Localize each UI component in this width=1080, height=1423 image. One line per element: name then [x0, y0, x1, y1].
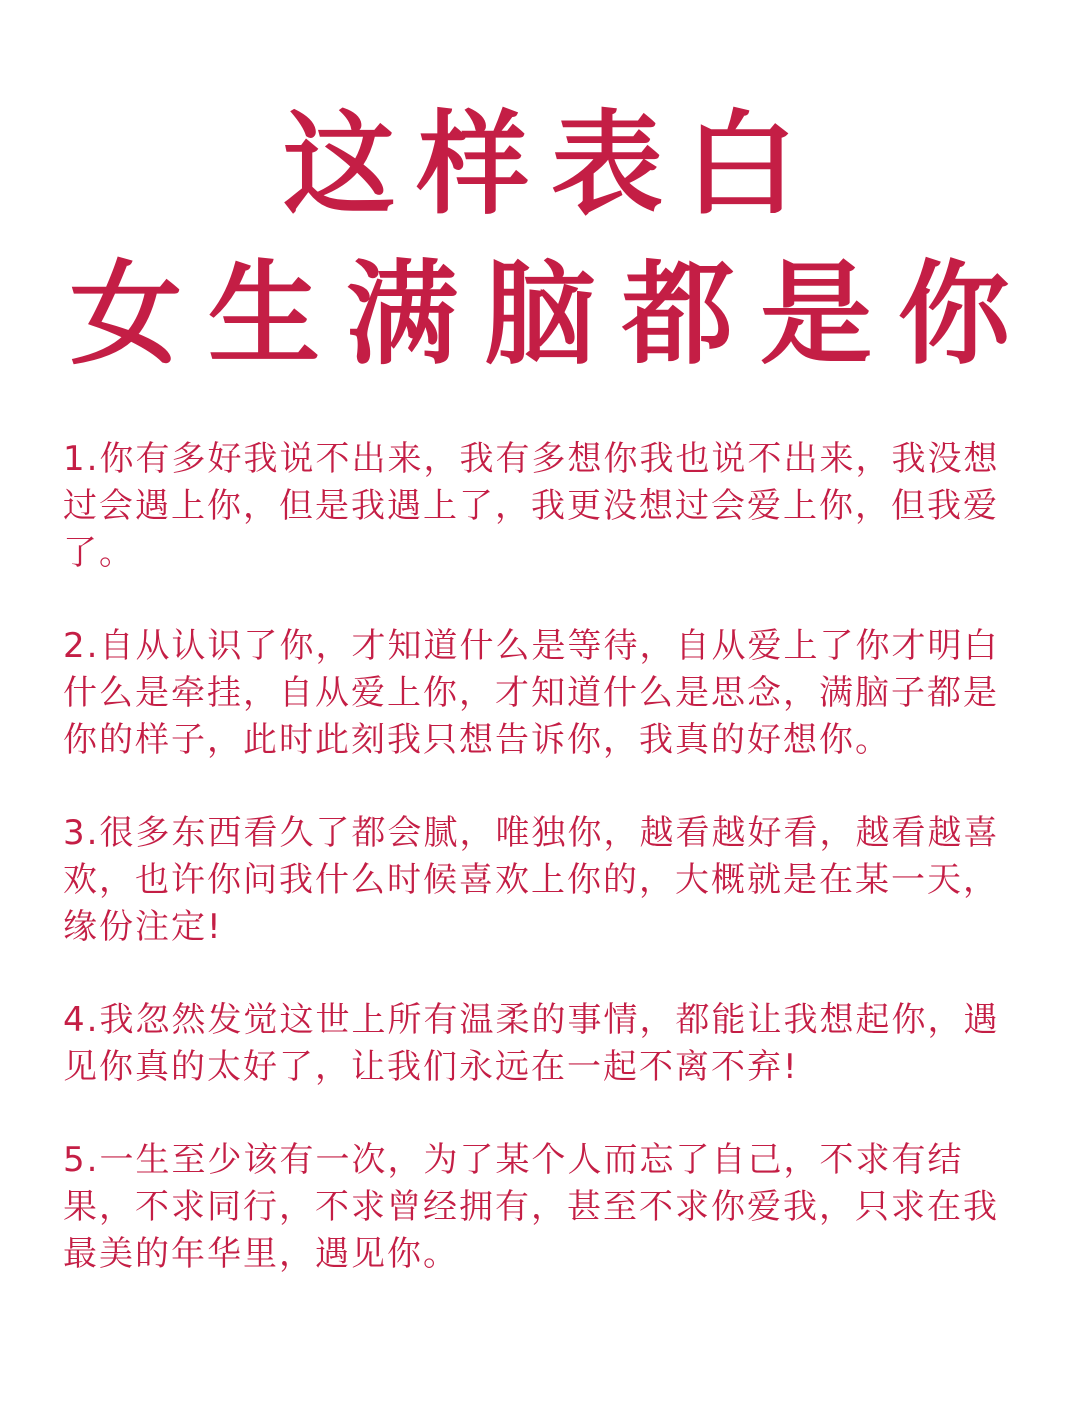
paragraph-1: 1.你有多好我说不出来，我有多想你我也说不出来，我没想过会遇上你，但是我遇上了，我更没想过会爱上你，但我爱了。 [63, 439, 1000, 573]
paragraph-5: 5.一生至少该有一次，为了某个人而忘了自己，不求有结果，不求同行，不求曾经拥有，甚至不求你爱我，只求在我最美的年华里，遇见你。 [63, 1140, 999, 1274]
title-line-1: 这样表白 [283, 100, 819, 230]
paragraph-2: 2.自从认识了你，才知道什么是等待，自从爱上了你才明白什么是牵挂，自从爱上你，才知道什么是思念，满脑子都是你的样子，此时此刻我只想告诉你，我真的好想你。 [63, 626, 1000, 760]
title-line-2: 女生满脑都是你 [70, 250, 1036, 380]
paragraph-4: 4.我忽然发觉这世上所有温柔的事情，都能让我想起你，遇见你真的太好了，让我们永远在一起不离不弃! [63, 1000, 1000, 1087]
paragraph-3: 3.很多东西看久了都会腻，唯独你，越看越好看，越看越喜欢，也许你问我什么时候喜欢上你的，大概就是在某一天，缘份注定! [63, 813, 1000, 947]
article-body [63, 436, 1008, 1324]
